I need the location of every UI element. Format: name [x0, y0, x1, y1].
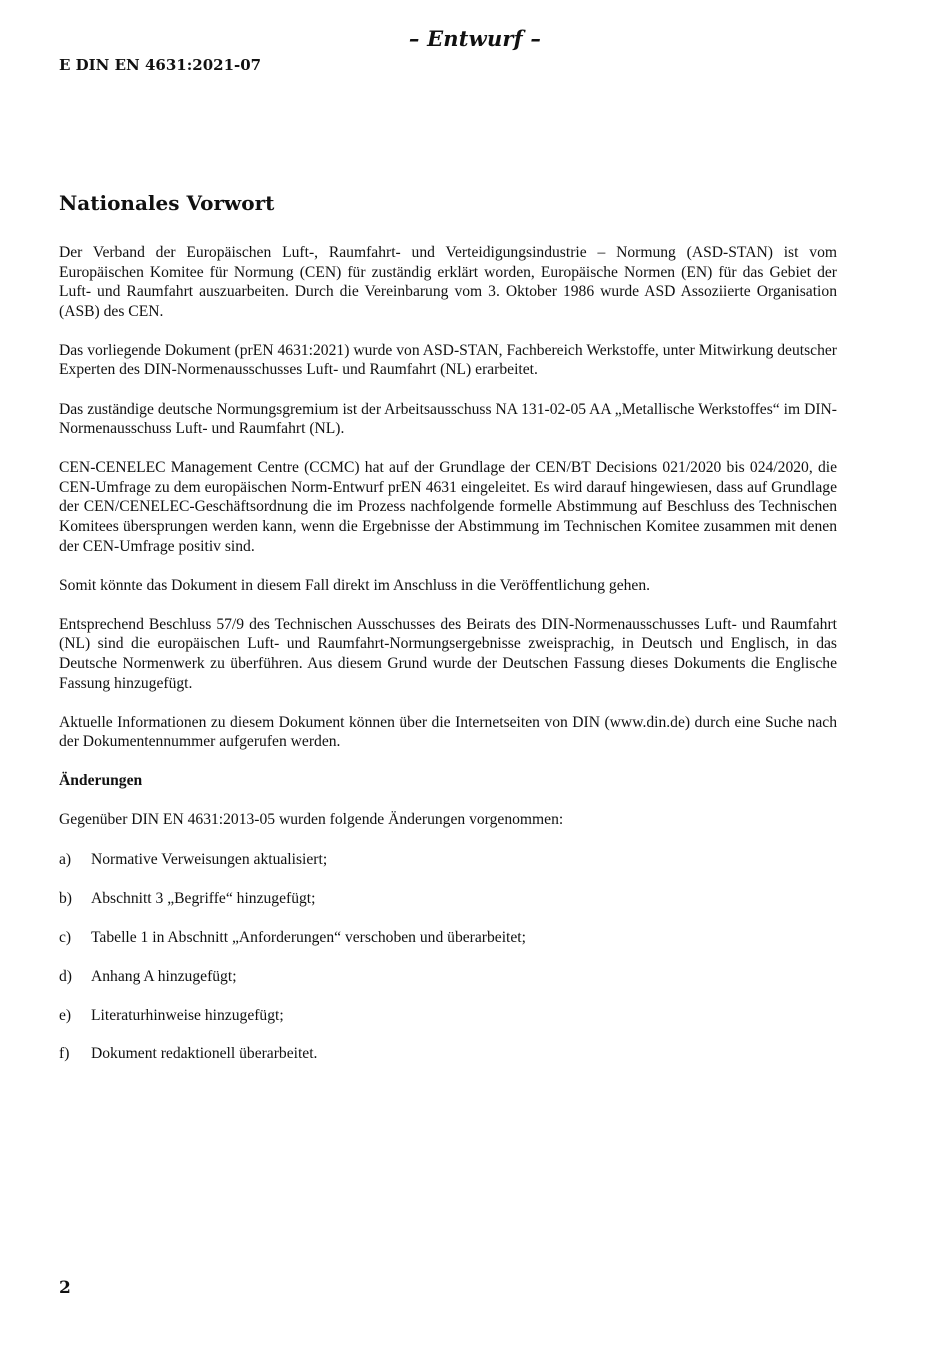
list-marker: d): [59, 967, 72, 985]
paragraph: Somit könnte das Dokument in diesem Fall direkt im Anschluss in die Veröffentlichung gehen.: [59, 576, 651, 594]
paragraph: Das vorliegende Dokument (prEN 4631:2021) wurde von ASD-STAN, Fachbereich Werkstoffe, unter Mitwirkung deutscher Experten des DIN-Normenausschusses Luft- und Raumfahrt (NL) erarbeitet.: [59, 341, 837, 379]
section-title: Nationales Vorwort: [59, 191, 275, 215]
list-item: [59, 967, 837, 987]
list-item-text: Anhang A hinzugefügt;: [91, 967, 237, 985]
list-marker: f): [59, 1045, 70, 1063]
list-item: [59, 850, 837, 870]
list-item: [59, 889, 837, 909]
list-item-text: Tabelle 1 in Abschnitt „Anforderungen“ verschoben und überarbeitet;: [91, 928, 526, 946]
changes-heading: Änderungen: [59, 772, 143, 790]
list-item: [59, 928, 837, 948]
list-marker: b): [59, 889, 72, 907]
draft-banner: – Entwurf –: [408, 26, 542, 51]
list-item-text: Dokument redaktionell überarbeitet.: [91, 1045, 318, 1063]
document-id: E DIN EN 4631:2021-07: [59, 56, 262, 74]
list-marker: e): [59, 1006, 72, 1024]
paragraph: Entsprechend Beschluss 57/9 des Technischen Ausschusses des Beirats des DIN-Normenausschusses Luft- und Raumfahrt (NL) sind die europäischen Luft- und Raumfahrt-Normungsergebnisse zweisprachig, in Deutsch und Englisch, in das Deutsche Normenwerk zu überführen. Aus diesem Grund wurde der Deutschen Fassung dieses Dokuments die Englische Fassung hinzugefügt.: [59, 615, 837, 692]
list-item: [59, 1006, 837, 1026]
list-item-text: Abschnitt 3 „Begriffe“ hinzugefügt;: [91, 889, 316, 907]
changes-intro: Gegenüber DIN EN 4631:2013-05 wurden folgende Änderungen vorgenommen:: [59, 811, 564, 829]
list-item: [59, 1044, 837, 1064]
changes-list: [59, 850, 837, 1065]
document-body: [59, 189, 837, 1083]
list-item-text: Literaturhinweise hinzugefügt;: [91, 1006, 284, 1024]
list-marker: c): [59, 928, 72, 946]
paragraph: Der Verband der Europäischen Luft-, Raumfahrt- und Verteidigungsindustrie – Normung (ASD-STAN) ist vom Europäischen Komitee für Normung (CEN) für zuständig erklärt worden, Europäische Normen (EN) für das Gebiet der Luft- und Raumfahrt auszuarbeiten. Durch die Vereinbarung vom 3. Oktober 1986 wurde ASD Assoziierte Organisation (ASB) des CEN.: [59, 244, 837, 320]
list-marker: a): [59, 850, 72, 868]
paragraph: Aktuelle Informationen zu diesem Dokument können über die Internetseiten von DIN (www.din.de) durch eine Suche nach der Dokumentennummer aufgerufen werden.: [59, 713, 837, 751]
list-item-text: Normative Verweisungen aktualisiert;: [91, 850, 328, 868]
page-number: 2: [59, 1278, 71, 1298]
paragraph: Das zuständige deutsche Normungsgremium ist der Arbeitsausschuss NA 131-02-05 AA „Metallische Werkstoffes“ im DIN-Normenausschuss Luft- und Raumfahrt (NL).: [59, 400, 837, 438]
paragraph: CEN-CENELEC Management Centre (CCMC) hat auf der Grundlage der CEN/BT Decisions 021/2020 bis 024/2020, die CEN-Umfrage zu dem europäischen Norm-Entwurf prEN 4631 eingeleitet. Es wird darauf hingewiesen, dass auf Grundlage der CEN/CENELEC-Geschäftsordnung die im Prozess nachfolgende formelle Abstimmung auf Beschluss des Technischen Komitees übersprungen werden kann, wenn die Ergebnisse der Abstimmung im Technischen Komitee zusammen mit denen der CEN-Umfrage positiv sind.: [59, 459, 837, 555]
